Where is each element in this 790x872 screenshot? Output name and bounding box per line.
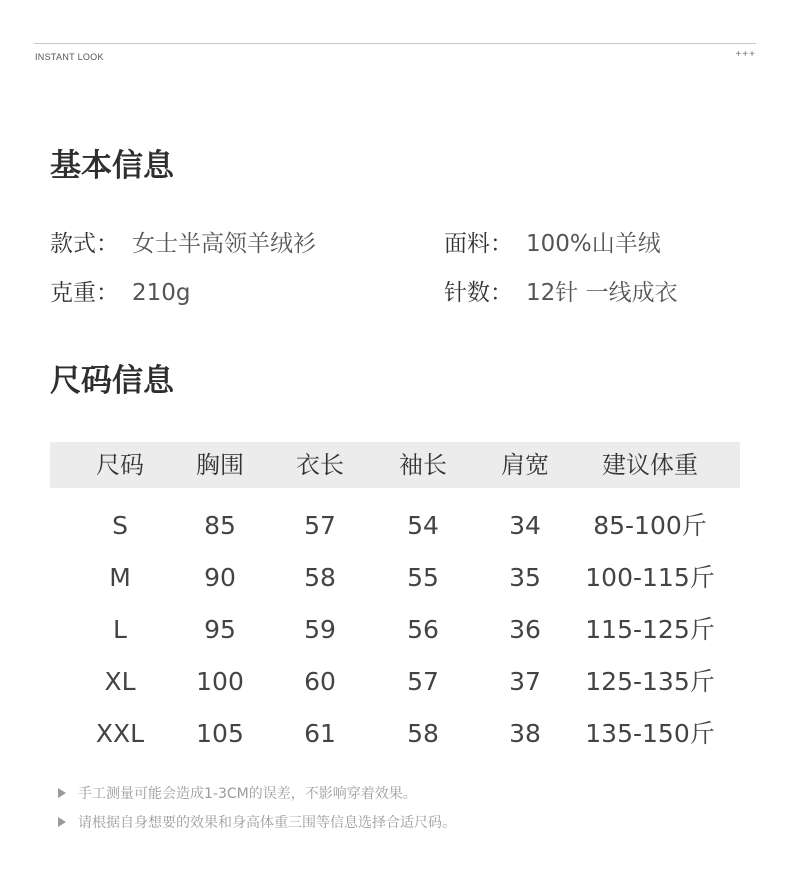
table-cell: 60 [304,667,336,696]
table-cell: 56 [407,615,439,644]
table-cell: 55 [407,563,439,592]
table-row [50,656,740,708]
table-row [50,552,740,604]
triangle-bullet-icon [58,817,66,827]
table-cell: 37 [509,667,541,696]
info-key: 克重： [50,280,119,306]
column-header: 肩宽 [501,451,549,479]
top-divider [34,43,756,44]
column-header: 衣长 [296,451,344,479]
info-gauge [444,282,678,305]
basic-info-title: 基本信息 [50,148,174,184]
table-cell: M [109,563,131,592]
column-header: 胸围 [196,451,244,479]
info-key: 款式： [50,231,119,257]
note-text: 请根据自身想要的效果和身高体重三围等信息选择合适尺码。 [78,815,456,831]
column-header: 建议体重 [602,451,698,479]
table-body [50,500,740,760]
table-cell: 59 [304,615,336,644]
table-row [50,500,740,552]
table-cell: 85-100斤 [593,511,707,540]
note-text: 手工测量可能会造成1-3CM的误差，不影响穿着效果。 [78,786,417,802]
table-cell: 58 [407,719,439,748]
column-header: 尺码 [96,451,144,479]
table-cell: L [113,615,127,644]
table-cell: 100-115斤 [585,563,715,592]
table-row [50,604,740,656]
table-cell: 36 [509,615,541,644]
info-value: 12针 一线成衣 [526,280,678,306]
size-info-title: 尺码信息 [50,363,174,399]
info-value: 100%山羊绒 [526,231,661,257]
info-value: 210g [132,280,191,306]
table-cell: XL [104,667,136,696]
info-key: 面料： [444,231,513,257]
table-cell: 135-150斤 [585,719,715,748]
table-cell: 61 [304,719,336,748]
note-size-choice [58,816,456,830]
table-cell: XXL [95,719,145,748]
table-cell: 35 [509,563,541,592]
table-row [50,708,740,760]
table-header [50,442,740,488]
header-marks: +++ [735,49,756,60]
info-key: 针数： [444,280,513,306]
info-weight [50,282,191,305]
header-label: INSTANT LOOK [35,52,104,62]
table-cell: 34 [509,511,541,540]
table-cell: 54 [407,511,439,540]
size-table [50,442,740,748]
info-style [50,233,316,256]
table-cell: S [112,511,128,540]
table-cell: 57 [304,511,336,540]
table-cell: 85 [204,511,236,540]
table-cell: 100 [196,667,244,696]
table-cell: 57 [407,667,439,696]
table-cell: 38 [509,719,541,748]
table-cell: 105 [196,719,244,748]
table-cell: 58 [304,563,336,592]
info-fabric [444,233,661,256]
column-header: 袖长 [399,451,447,479]
table-cell: 115-125斤 [585,615,715,644]
table-cell: 90 [204,563,236,592]
table-cell: 125-135斤 [585,667,715,696]
triangle-bullet-icon [58,788,66,798]
note-measurement [58,787,417,801]
table-cell: 95 [204,615,236,644]
info-value: 女士半高领羊绒衫 [132,231,316,257]
